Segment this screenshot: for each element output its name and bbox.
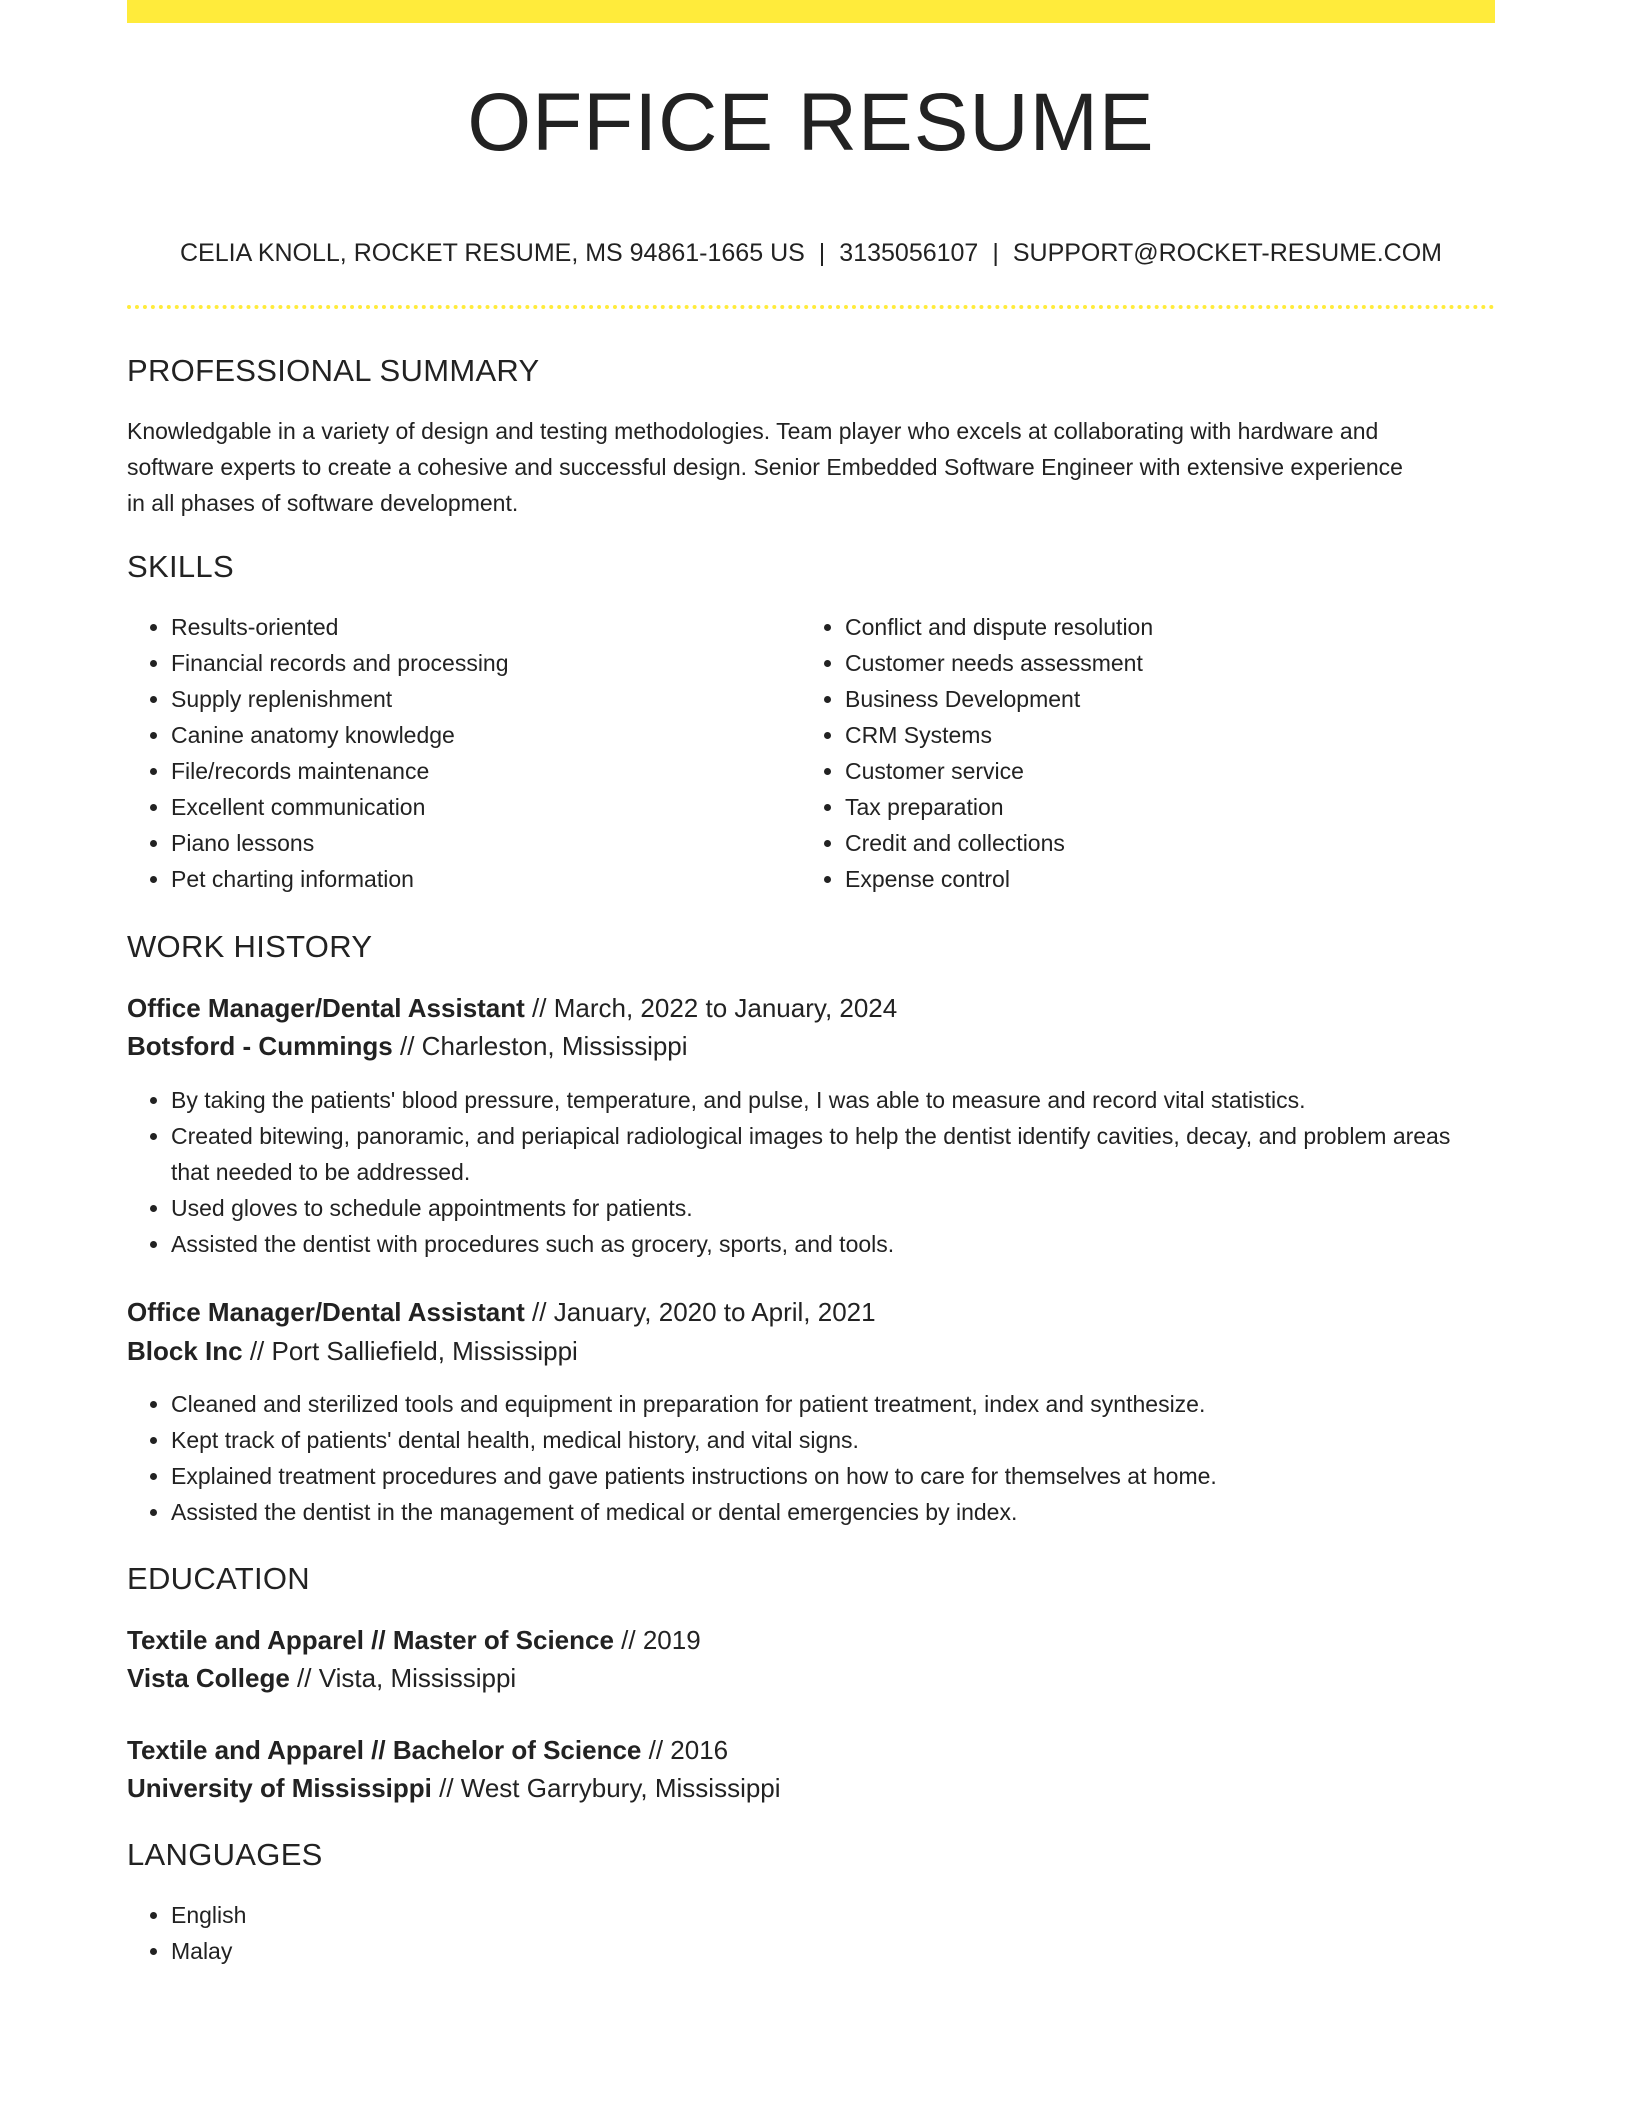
job-title: Office Manager/Dental Assistant	[127, 1297, 525, 1327]
education-year: 2019	[642, 1625, 701, 1655]
contact-email: SUPPORT@ROCKET-RESUME.COM	[1012, 239, 1442, 267]
skill-item: • Credit and collections	[845, 825, 1485, 861]
skill-item: • Business Development	[845, 681, 1485, 717]
education-year: 2016	[670, 1735, 729, 1765]
job-bullet: • By taking the patients' blood pressure, temperature, and pulse, I was able to measure and record vital statistics.	[171, 1082, 1495, 1118]
skill-item: • Tax preparation	[845, 789, 1485, 825]
skill-item: • Expense control	[845, 861, 1485, 897]
education-school: University of Mississippi	[127, 1773, 432, 1803]
education-location: West Garrybury, Mississippi	[460, 1773, 781, 1803]
education-school-line	[127, 1660, 516, 1696]
skill-item: • Customer service	[845, 753, 1485, 789]
job-company-line	[127, 1028, 688, 1064]
job-bullet: • Used gloves to schedule appointments for patients.	[171, 1190, 1495, 1226]
skill-item: • Financial records and processing	[171, 645, 791, 681]
contact-separator: |	[818, 239, 826, 267]
skill-item: • File/records maintenance	[171, 753, 791, 789]
job-bullet: • Cleaned and sterilized tools and equipment in preparation for patient treatment, index and synthesize.	[171, 1386, 1495, 1422]
education-heading: EDUCATION	[127, 1561, 310, 1596]
resume-title: OFFICE RESUME	[467, 77, 1155, 168]
skill-item: • Supply replenishment	[171, 681, 791, 717]
separator: //	[641, 1735, 671, 1765]
separator: //	[242, 1336, 272, 1366]
separator: //	[392, 1031, 422, 1061]
separator: //	[289, 1663, 319, 1693]
skills-heading: SKILLS	[127, 549, 234, 584]
work-heading: WORK HISTORY	[127, 929, 373, 964]
skills-list-left	[127, 609, 791, 897]
dotted-divider	[127, 305, 1495, 309]
job-bullets	[127, 1082, 1495, 1262]
education-degree: Textile and Apparel // Bachelor of Science	[127, 1735, 642, 1765]
summary-line: in all phases of software development.	[127, 490, 519, 516]
job-bullet: • Assisted the dentist with procedures such as grocery, sports, and tools.	[171, 1226, 1495, 1262]
separator: //	[524, 1297, 554, 1327]
summary-line: software experts to create a cohesive and successful design. Senior Embedded Software Engineer with extensive experience	[127, 454, 1403, 480]
skill-item: • Excellent communication	[171, 789, 791, 825]
skill-item: • Pet charting information	[171, 861, 791, 897]
contact-separator: |	[992, 239, 999, 267]
education-degree: Textile and Apparel // Master of Science	[127, 1625, 614, 1655]
accent-top-bar	[127, 0, 1495, 23]
language-item: • English	[171, 1897, 771, 1933]
skill-item: • Canine anatomy knowledge	[171, 717, 791, 753]
languages-list	[127, 1897, 771, 1969]
contact-line	[127, 238, 1495, 268]
contact-address: CELIA KNOLL, ROCKET RESUME, MS 94861-1665 US	[180, 239, 805, 267]
job-title-line	[127, 990, 897, 1026]
job-bullets	[127, 1386, 1495, 1530]
language-item: • Malay	[171, 1933, 771, 1969]
job-dates: March, 2022 to January, 2024	[553, 993, 898, 1023]
skill-item: • CRM Systems	[845, 717, 1485, 753]
skill-item: • Piano lessons	[171, 825, 791, 861]
job-bullet: • Assisted the dentist in the management of medical or dental emergencies by index.	[171, 1494, 1495, 1530]
skill-item: • Results-oriented	[171, 609, 791, 645]
education-location: Vista, Mississippi	[318, 1663, 517, 1693]
education-school-line	[127, 1770, 781, 1806]
job-company-line	[127, 1333, 578, 1369]
job-bullet: • Kept track of patients' dental health, medical history, and vital signs.	[171, 1422, 1495, 1458]
skill-item: • Conflict and dispute resolution	[845, 609, 1485, 645]
job-title: Office Manager/Dental Assistant	[127, 993, 525, 1023]
job-company: Block Inc	[127, 1336, 243, 1366]
separator: //	[613, 1625, 643, 1655]
job-dates: January, 2020 to April, 2021	[553, 1297, 876, 1327]
summary-text	[127, 413, 1495, 521]
job-bullet: • Explained treatment procedures and gave patients instructions on how to care for themselves at home.	[171, 1458, 1495, 1494]
education-degree-line	[127, 1732, 728, 1768]
skills-list-right	[801, 609, 1485, 897]
summary-line: Knowledgable in a variety of design and testing methodologies. Team player who excels at collaborating with hardware and	[127, 418, 1379, 444]
separator: //	[524, 993, 554, 1023]
job-bullet: • Created bitewing, panoramic, and periapical radiological images to help the dentist identify cavities, decay, and problem areas that needed to be addressed.	[171, 1118, 1495, 1190]
job-title-line	[127, 1294, 876, 1330]
separator: //	[431, 1773, 461, 1803]
summary-heading: PROFESSIONAL SUMMARY	[127, 353, 540, 388]
languages-heading: LANGUAGES	[127, 1837, 323, 1872]
education-school: Vista College	[127, 1663, 290, 1693]
education-degree-line	[127, 1622, 701, 1658]
skill-item: • Customer needs assessment	[845, 645, 1485, 681]
contact-phone: 3135056107	[839, 239, 979, 267]
job-location: Charleston, Mississippi	[421, 1031, 688, 1061]
job-company: Botsford - Cummings	[127, 1031, 393, 1061]
job-location: Port Salliefield, Mississippi	[271, 1336, 578, 1366]
